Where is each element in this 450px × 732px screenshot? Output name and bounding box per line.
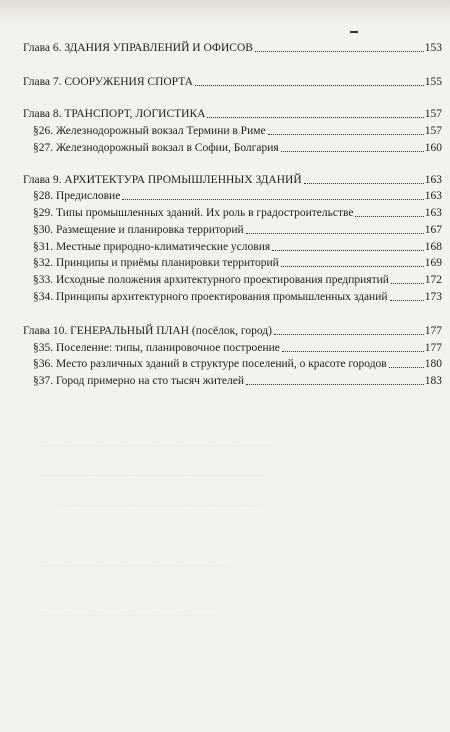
leader-dots (391, 283, 424, 284)
toc-entry-section-28 (33, 189, 442, 203)
toc-entry-section-29 (33, 206, 442, 220)
toc-entry-label: §36. Место различных зданий в структуре поселений, о красоте городов (33, 358, 387, 370)
leader-dots (268, 134, 424, 135)
toc-entry-chapter-10 (23, 324, 442, 338)
toc-entry-page: 169 (424, 257, 442, 269)
toc-entry-label: §26. Железнодорожный вокзал Термини в Риме (33, 125, 266, 137)
toc-entry-label: §28. Предисловие (33, 190, 121, 202)
bleed-through-text: — — — — — — — — — — — — — — — — — — — — — (40, 440, 274, 450)
toc-entry-label: §27. Железнодорожный вокзал в Софии, Болгария (33, 142, 279, 154)
toc-entry-page: 153 (424, 42, 442, 54)
toc-entry-chapter-6 (23, 41, 442, 55)
toc-entry-chapter-7 (23, 75, 442, 89)
leader-dots (207, 117, 423, 118)
toc-entry-label: Глава 7. СООРУЖЕНИЯ СПОРТА (23, 76, 193, 88)
toc-entry-page: 160 (424, 142, 442, 154)
toc-entry-page: 168 (424, 241, 442, 253)
toc-entry-label: Глава 6. ЗДАНИЯ УПРАВЛЕНИЙ И ОФИСОВ (23, 42, 253, 54)
leader-dots (282, 351, 424, 352)
toc-entry-page: 167 (424, 224, 442, 236)
toc-entry-page: 163 (424, 174, 442, 186)
leader-dots (281, 266, 424, 267)
leader-dots (274, 334, 424, 335)
toc-entry-page: 172 (424, 274, 442, 286)
leader-dots (355, 216, 423, 217)
toc-entry-label: §34. Принципы архитектурного проектирования промышленных зданий (33, 291, 388, 303)
bleed-through-text: — — — — — — — — — — — — — — — — — (40, 560, 229, 570)
toc-entry-label: §37. Город примерно на сто тысяч жителей (33, 375, 245, 387)
toc-entry-label: §30. Размещение и планировка территорий (33, 224, 244, 236)
toc-entry-page: 157 (424, 108, 442, 120)
toc-entry-page: 155 (424, 76, 442, 88)
toc-entry-section-32 (33, 256, 442, 270)
toc-entry-label: Глава 10. ГЕНЕРАЛЬНЫЙ ПЛАН (посёлок, город) (23, 325, 272, 337)
bleed-through-text: — — — — — — — — — — — — — — — — — — — — (40, 470, 263, 480)
leader-dots (304, 183, 424, 184)
toc-entry-section-26 (33, 124, 442, 138)
page-top-shadow (0, 0, 450, 26)
leader-dots (246, 384, 424, 385)
toc-entry-page: 177 (424, 342, 442, 354)
toc-entry-section-35 (33, 341, 442, 355)
bleed-through-text: — — — — — — — — — — — — — — — — — — (60, 500, 261, 510)
toc-entry-label: §29. Типы промышленных зданий. Их роль в градостроительстве (33, 207, 354, 219)
toc-entry-page: 177 (424, 325, 442, 337)
leader-dots (390, 300, 424, 301)
toc-entry-page: 157 (424, 125, 442, 137)
toc-entry-chapter-9 (23, 173, 442, 187)
toc-entry-label: §33. Исходные положения архитектурного проектирования предприятий (33, 274, 389, 286)
toc-entry-page: 180 (424, 358, 442, 370)
leader-dots (195, 85, 424, 86)
leader-dots (255, 51, 424, 52)
toc-entry-label: §31. Местные природно-климатические условия (33, 241, 271, 253)
toc-entry-page: 163 (424, 207, 442, 219)
toc-entry-section-27 (33, 141, 442, 155)
toc-entry-section-30 (33, 223, 442, 237)
toc-entry-section-37 (33, 374, 442, 388)
leader-dots (246, 233, 424, 234)
toc-entry-label: §32. Принципы и приёмы планировки территорий (33, 257, 279, 269)
bleed-through-text: — — — — — — — — — — — — — — — — (40, 610, 218, 620)
toc-entry-page: 163 (424, 190, 442, 202)
print-mark (350, 31, 358, 33)
toc-entry-section-36 (33, 357, 442, 371)
toc-entry-label: Глава 9. АРХИТЕКТУРА ПРОМЫШЛЕННЫХ ЗДАНИЙ (23, 174, 302, 186)
leader-dots (281, 151, 424, 152)
toc-entry-chapter-8 (23, 107, 442, 121)
toc-entry-label: §35. Поселение: типы, планировочное построение (33, 342, 280, 354)
toc-entry-section-34 (33, 290, 442, 304)
leader-dots (122, 199, 423, 200)
toc-entry-section-31 (33, 240, 442, 254)
toc-entry-page: 173 (424, 291, 442, 303)
toc-entry-page: 183 (424, 375, 442, 387)
leader-dots (272, 250, 424, 251)
toc-entry-label: Глава 8. ТРАНСПОРТ, ЛОГИСТИКА (23, 108, 206, 120)
toc-entry-section-33 (33, 273, 442, 287)
leader-dots (389, 367, 424, 368)
